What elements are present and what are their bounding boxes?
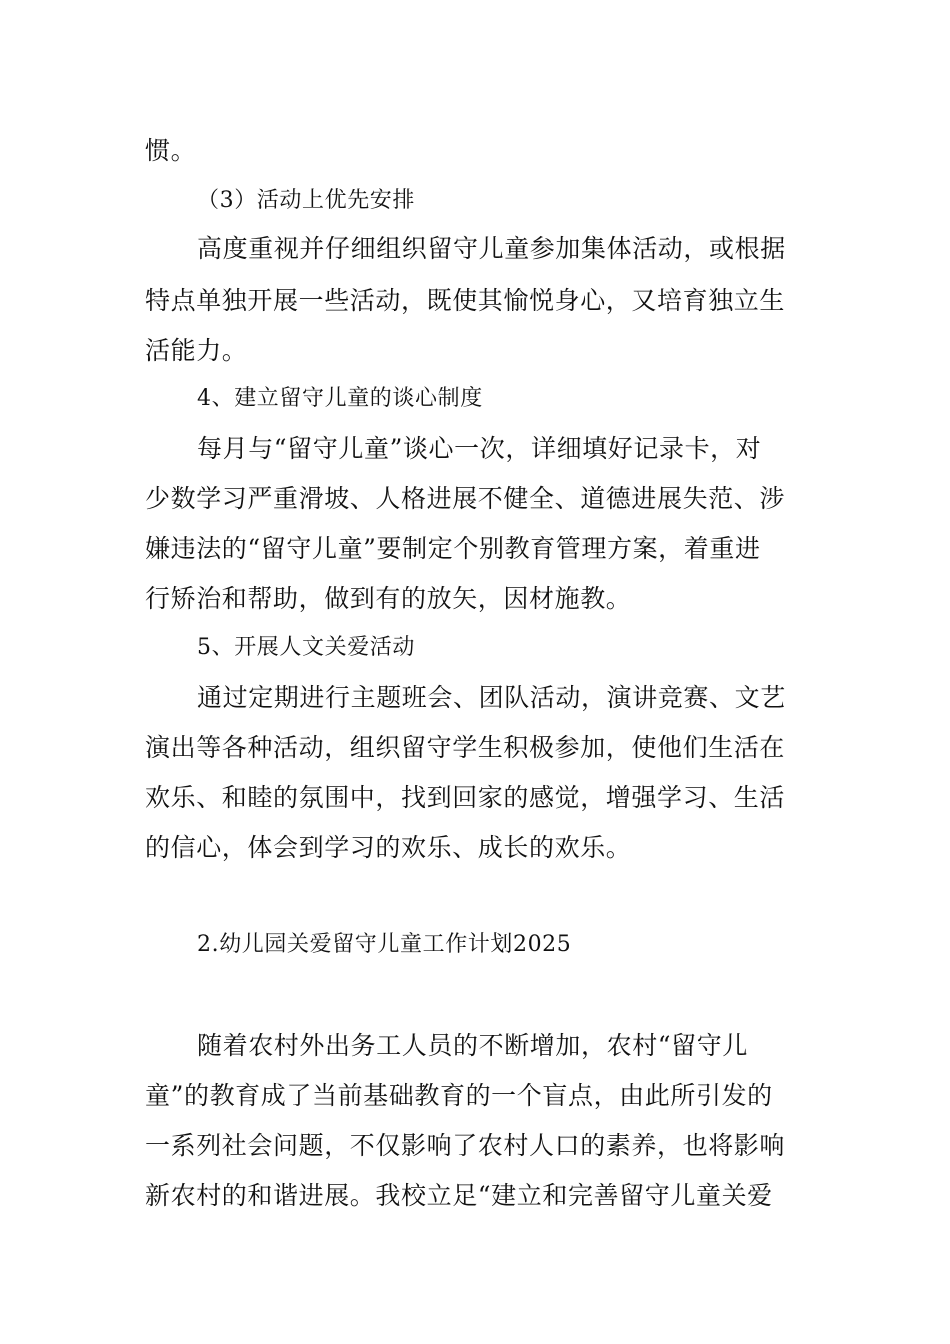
text-line: 随着农村外出务工人员的不断增加，农村“留守儿 (197, 1031, 748, 1060)
text-line: 通过定期进行主题班会、团队活动，演讲竞赛、文艺 (197, 683, 786, 712)
subheading: （3）活动上优先安排 (197, 188, 415, 213)
text-line: 少数学习严重滑坡、人格进展不健全、道德进展失范、涉 (145, 484, 786, 513)
text-line: 行矫治和帮助，做到有的放矢，因材施教。 (145, 584, 632, 613)
text-line: 欢乐、和睦的氛围中，找到回家的感觉，增强学习、生活 (145, 783, 786, 812)
text-line: 特点单独开展一些活动，既使其愉悦身心，又培育独立生 (145, 286, 786, 315)
section-title: 2.幼儿园关爱留守儿童工作计划2025 (197, 932, 572, 957)
text-line: 一系列社会问题，不仅影响了农村人口的素养，也将影响 (145, 1131, 786, 1160)
text-line: 高度重视并仔细组织留守儿童参加集体活动，或根据 (197, 234, 786, 263)
text-line: 的信心，体会到学习的欢乐、成长的欢乐。 (145, 833, 632, 862)
text-line: 童”的教育成了当前基础教育的一个盲点，由此所引发的 (145, 1081, 773, 1110)
text-line: 惯。 (145, 136, 197, 165)
subheading: 5、开展人文关爱活动 (197, 635, 415, 660)
subheading: 4、建立留守儿童的谈心制度 (197, 386, 483, 411)
text-line: 演出等各种活动，组织留守学生积极参加，使他们生活在 (145, 733, 786, 762)
text-line: 每月与“留守儿童”谈心一次，详细填好记录卡，对 (197, 434, 762, 463)
text-line: 新农村的和谐进展。我校立足“建立和完善留守儿童关爱 (145, 1181, 773, 1210)
text-line: 活能力。 (145, 336, 248, 365)
text-line: 嫌违法的“留守儿童”要制定个别教育管理方案，着重进 (145, 534, 761, 563)
